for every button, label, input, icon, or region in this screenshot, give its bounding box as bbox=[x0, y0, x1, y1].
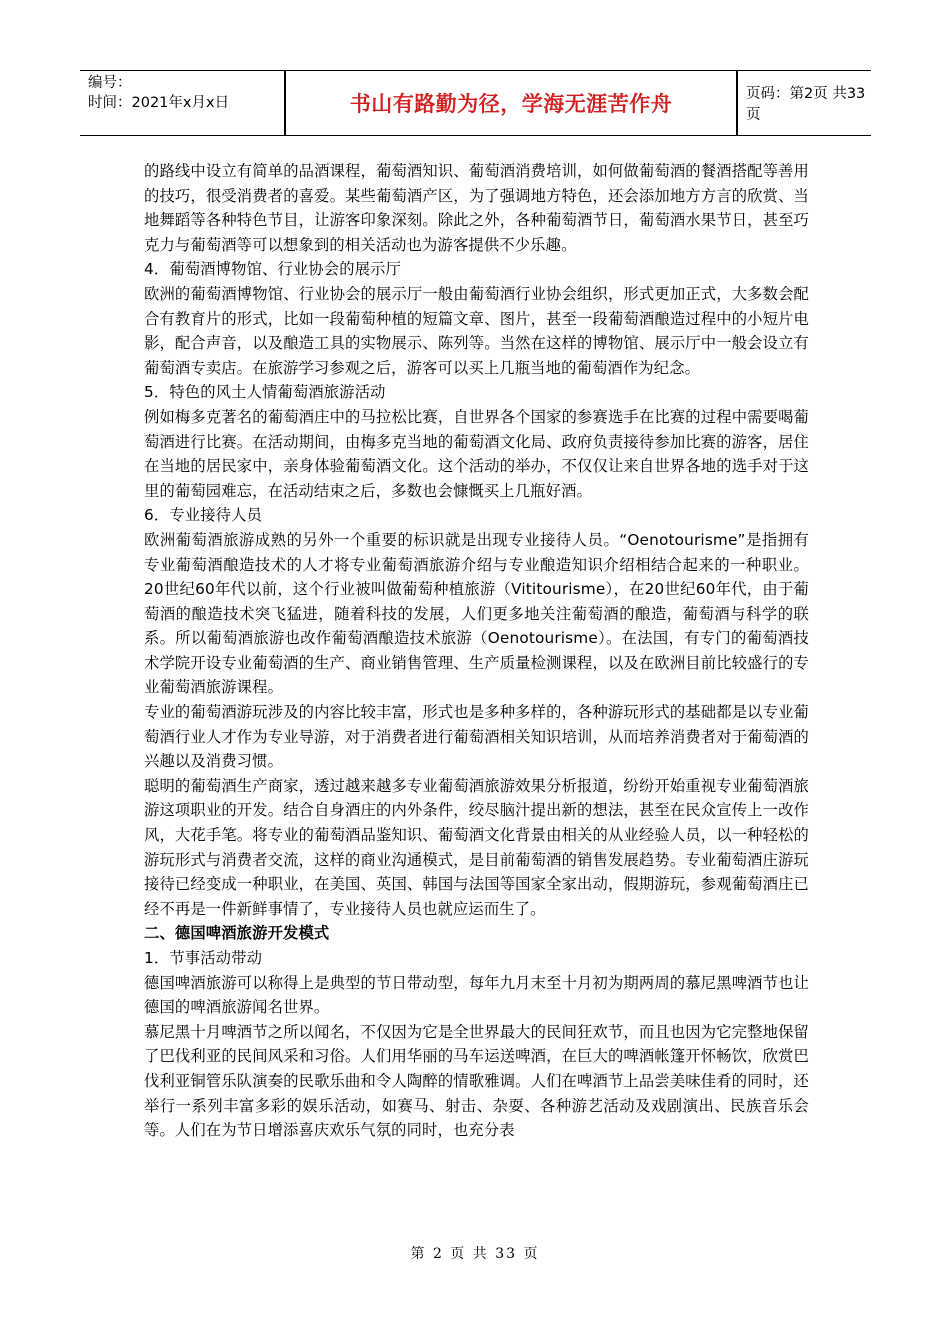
paragraph: 慕尼黑十月啤酒节之所以闻名，不仅因为它是全世界最大的民间狂欢节，而且也因为它完整地保留了巴伐利亚的民间风采和习俗。人们用华丽的马车运送啤酒，在巨大的啤酒帐篷开怀畅饮，欣赏巴伐利亚铜管乐队演奏的民歌乐曲和令人陶醉的情歌雅调。人们在啤酒节上品尝美味佳肴的同时，还举行一系列丰富多彩的娱乐活动，如赛马、射击、杂耍、各种游艺活动及戏剧演出、民族音乐会等。人们在为节日增添喜庆欢乐气氛的同时，也充分表 bbox=[144, 1022, 809, 1140]
document-date-label: 时间：2021年x月x日 bbox=[88, 95, 230, 111]
document-body bbox=[144, 159, 809, 1143]
paragraph: 欧洲葡萄酒旅游成熟的另外一个重要的标识就是出现专业接待人员。“Oenotourisme”是指拥有专业葡萄酒酿造技术的人才将专业葡萄酒旅游介绍与专业酿造知识介绍相结合起来的一种职业。20世纪60年代以前，这个行业被叫做葡萄种植旅游（Vititourisme），在20世纪60年代，由于葡萄酒的酿造技术突飞猛进，随着科技的发展，人们更多地关注葡萄酒的酿造，葡萄酒与科学的联系。所以葡萄酒旅游也改作葡萄酒酿造技术旅游（Oenotourisme）。在法国，有专门的葡萄酒技术学院开设专业葡萄酒的生产、商业销售管理、生产质量检测课程，以及在欧洲目前比较盛行的专业葡萄酒旅游课程。 bbox=[144, 530, 809, 697]
section-heading: 5．特色的风土人情葡萄酒旅游活动 bbox=[144, 383, 386, 402]
document-number-label: 编号： bbox=[88, 75, 132, 91]
header-motto: 书山有路勤为径，学海无涯苦作舟 bbox=[349, 92, 673, 116]
paragraph: 例如梅多克著名的葡萄酒庄中的马拉松比赛，自世界各个国家的参赛选手在比赛的过程中需要喝葡萄酒进行比赛。在活动期间，由梅多克当地的葡萄酒文化局、政府负责接待参加比赛的游客，居住在当地的居民家中，亲身体验葡萄酒文化。这个活动的举办，不仅仅让来自世界各地的选手对于这里的葡萄园难忘，在活动结束之后，多数也会慷慨买上几瓶好酒。 bbox=[144, 407, 809, 500]
paragraph: 欧洲的葡萄酒博物馆、行业协会的展示厅一般由葡萄酒行业协会组织，形式更加正式，大多数会配合有教育片的形式，比如一段葡萄种植的短篇文章、图片，甚至一段葡萄酒酿造过程中的小短片电影，配合声音，以及酿造工具的实物展示、陈列等。当然在这样的博物馆、展示厅中一般会设立有葡萄酒专卖店。在旅游学习参观之后，游客可以买上几瓶当地的葡萄酒作为纪念。 bbox=[144, 284, 809, 377]
paragraph: 聪明的葡萄酒生产商家，透过越来越多专业葡萄酒旅游效果分析报道，纷纷开始重视专业葡萄酒旅游这项职业的开发。结合自身酒庄的内外条件，绞尽脑汁提出新的想法，甚至在民众宣传上一改作风，大花手笔。将专业的葡萄酒品鉴知识、葡萄酒文化背景由相关的从业经验人员，以一种轻松的游玩形式与消费者交流，这样的商业沟通模式，是目前葡萄酒的销售发展趋势。专业葡萄酒庄游玩接待已经变成一种职业，在美国、英国、韩国与法国等国家全家出动，假期游玩，参观葡萄酒庄已经不再是一件新鲜事情了，专业接待人员也就应运而生了。 bbox=[144, 776, 809, 918]
section-heading: 6．专业接待人员 bbox=[144, 506, 263, 525]
header-meta bbox=[80, 71, 284, 135]
section-heading: 1．节事活动带动 bbox=[144, 949, 263, 967]
section-heading: 4．葡萄酒博物馆、行业协会的展示厅 bbox=[144, 260, 402, 279]
header-page-number: 页码：第2页 共33页 bbox=[746, 86, 866, 123]
page-footer: 第 2 页 共 33 页 bbox=[410, 1246, 540, 1262]
chapter-heading: 二、德国啤酒旅游开发模式 bbox=[144, 924, 330, 943]
page-header bbox=[80, 70, 871, 136]
paragraph: 德国啤酒旅游可以称得上是典型的节日带动型，每年九月末至十月初为期两周的慕尼黑啤酒节也让德国的啤酒旅游闻名世界。 bbox=[144, 973, 809, 1017]
paragraph: 专业的葡萄酒游玩涉及的内容比较丰富，形式也是多种多样的，各种游玩形式的基础都是以专业葡萄酒行业人才作为专业导游，对于消费者进行葡萄酒相关知识培训，从而培养消费者对于葡萄酒的兴趣以及消费习惯。 bbox=[144, 703, 809, 771]
paragraph: 的路线中设立有简单的品酒课程，葡萄酒知识、葡萄酒消费培训，如何做葡萄酒的餐酒搭配等善用的技巧，很受消费者的喜爱。某些葡萄酒产区，为了强调地方特色，还会添加地方方言的欣赏、当地舞蹈等各种特色节目，让游客印象深刻。除此之外，各种葡萄酒节日，葡萄酒水果节日，甚至巧克力与葡萄酒等可以想象到的相关活动也为游客提供不少乐趣。 bbox=[144, 162, 809, 254]
